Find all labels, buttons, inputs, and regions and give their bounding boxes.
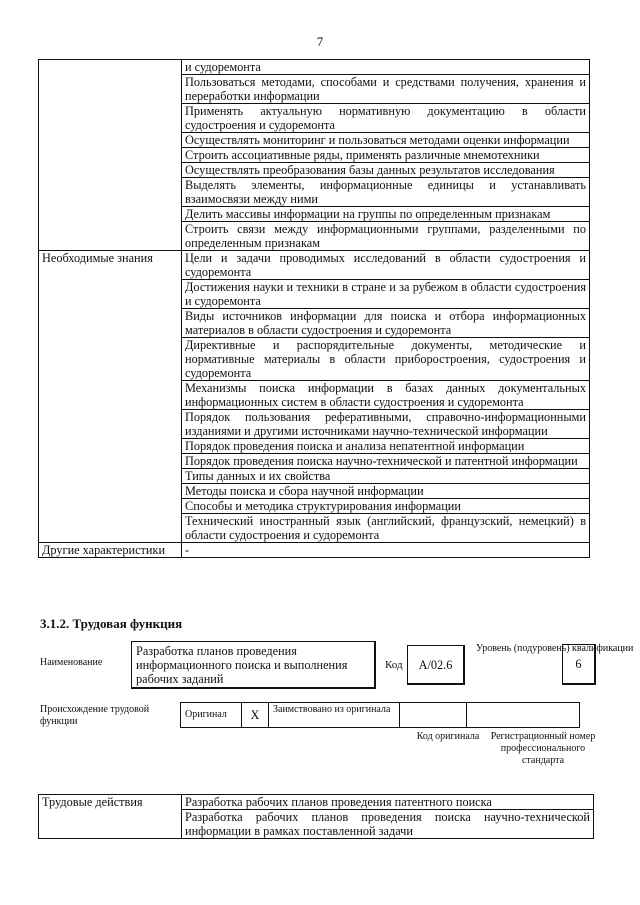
original-label: Оригинал [181,703,242,728]
table-cell: Способы и методика структурирования информации [182,499,590,514]
table-row [39,178,590,207]
table-row [39,163,590,178]
table-cell: Типы данных и их свойства [182,469,590,484]
original-code-caption: Код оригинала [416,731,480,742]
table-cell: Строить связи между информационными группами, разделенными по определенным признакам [182,222,590,251]
table-row [39,810,594,839]
table-cell: Строить ассоциативные ряды, применять различные мнемотехники [182,148,590,163]
table-row [39,410,590,439]
labor-actions-table [38,794,594,839]
table-row [39,499,590,514]
table-row [39,543,590,558]
table-row [39,207,590,222]
table-cell: - [182,543,590,558]
table-cell: Цели и задачи проводимых исследований в области судостроения и судоремонта [182,251,590,280]
table-cell: Разработка рабочих планов проведения патентного поиска [182,795,594,810]
table-row [39,133,590,148]
table-row [39,514,590,543]
name-label: Наименование [40,657,103,668]
table-row [39,454,590,469]
table-cell: Осуществлять преобразования базы данных результатов исследования [182,163,590,178]
borrowed-label: Заимствовано из оригинала [269,703,400,728]
table-row [39,381,590,410]
original-code-cell [400,703,467,728]
table-row [39,104,590,133]
origin-label: Происхождение трудовой функции [40,704,150,727]
table-cell: и судоремонта [182,60,590,75]
table-cell: Виды источников информации для поиска и отбора информационных материалов в области судостроения и судоремонта [182,309,590,338]
table-cell: Механизмы поиска информации в базах данных документальных информационных систем в области судостроения и судоремонта [182,381,590,410]
function-name-box: Разработка планов проведения информационного поиска и выполнения рабочих заданий [131,641,376,689]
table-cell: Методы поиска и сбора научной информации [182,484,590,499]
level-box: 6 [562,644,596,685]
table-cell: Порядок проведения поиска и анализа непатентной информации [182,439,590,454]
table-cell: Пользоваться методами, способами и средствами получения, хранения и переработки информации [182,75,590,104]
table-cell: Технический иностранный язык (английский, французский, немецкий) в области судостроения и судоремонта [182,514,590,543]
table-row [39,251,590,280]
level-label: Уровень (подуровень) квалификации [476,643,634,654]
table-row [39,484,590,499]
actions-label: Трудовые действия [39,795,182,810]
table-row [39,795,594,810]
table-cell: Порядок проведения поиска научно-технической и патентной информации [182,454,590,469]
table-row [39,222,590,251]
table-row [39,148,590,163]
table-cell: Делить массивы информации на группы по определенным признакам [182,207,590,222]
table-row [39,75,590,104]
code-box: А/02.6 [407,645,465,685]
table-cell: Порядок пользования реферативными, справочно-информационными изданиями и другими источниками научно-технической информации [182,410,590,439]
table-cell: Директивные и распорядительные документы, методические и нормативные материалы в области приборостроения, судостроения и судоремонта [182,338,590,381]
competency-table [38,59,590,558]
code-label: Код [385,659,403,671]
table-cell: Применять актуальную нормативную документацию в области судостроения и судоремонта [182,104,590,133]
page-number: 7 [316,34,324,49]
table-row [39,280,590,309]
original-mark: Х [242,703,269,728]
skills-label-cell [39,60,182,75]
reg-number-caption: Регистрационный номер профессионального стандарта [490,731,596,766]
table-cell: Выделять элементы, информационные единицы и устанавливать взаимосвязи между ними [182,178,590,207]
table-row [39,469,590,484]
table-row [39,439,590,454]
table-row [39,338,590,381]
other-label: Другие характеристики [39,543,182,558]
origin-table [180,702,580,728]
section-heading: 3.1.2. Трудовая функция [40,616,183,631]
table-cell: Достижения науки и техники в стране и за рубежом в области судостроения и судоремонта [182,280,590,309]
table-row [181,703,580,728]
reg-number-cell [467,703,580,728]
table-row [39,309,590,338]
table-row [39,60,590,75]
knowledge-label: Необходимые знания [39,251,182,280]
table-cell: Осуществлять мониторинг и пользоваться методами оценки информации [182,133,590,148]
table-cell: Разработка рабочих планов проведения поиска научно-технической информации в рамках поставленной задачи [182,810,594,839]
